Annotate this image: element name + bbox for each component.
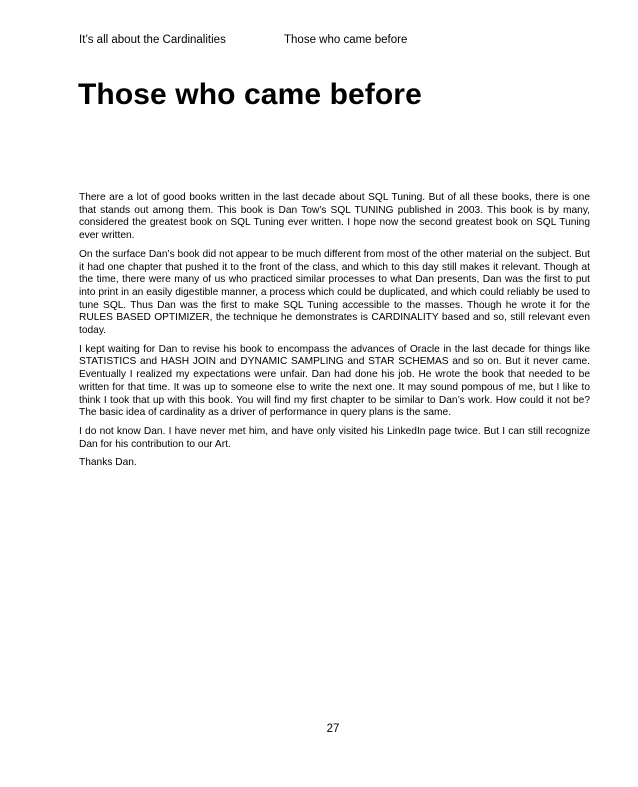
running-header-book-title: It’s all about the Cardinalities	[79, 34, 226, 46]
paragraph: I do not know Dan. I have never met him, and have only visited his LinkedIn page twice. But I can still recognize Dan for his contribution to our Art.	[79, 425, 590, 450]
chapter-title: Those who came before	[78, 78, 422, 111]
paragraph: There are a lot of good books written in the last decade about SQL Tuning. But of all these books, there is one that stands out among them. This book is Dan Tow’s SQL TUNING published in 2003. This book is by many, considered the greatest book on SQL Tuning ever written. I hope now the second greatest book on SQL Tuning ever written.	[79, 192, 590, 242]
page-number: 27	[326, 723, 340, 735]
chapter-body	[79, 192, 590, 476]
paragraph: I kept waiting for Dan to revise his book to encompass the advances of Oracle in the last decade for things like STATISTICS and HASH JOIN and DYNAMIC SAMPLING and STAR SCHEMAS and so on. But it never came. Eventually I realized my expectations were unfair. Dan had done his job. He wrote the book that needed to be written for that time. It was up to someone else to write the next one. It may sound pompous of me, but I like to think I took that up with this book. You will find my first chapter to be similar to Dan’s work. How could it not be? The basic idea of cardinality as a driver of performance in query plans is the same.	[79, 343, 590, 419]
paragraph: On the surface Dan’s book did not appear to be much different from most of the other material on the subject. But it had one chapter that pushed it to the front of the class, and which to this day still makes it relevant. Though at the time, there were many of us who practiced similar processes to what Dan presents, Dan was the first to put into print in an easily digestible manner, a process which could be duplicated, and which could reliably be used to tune SQL. Thus Dan was the first to make SQL Tuning accessible to the masses. Though he wrote it for the RULES BASED OPTIMIZER, the technique he demonstrates is CARDINALITY based and so, still relevant even today.	[79, 248, 590, 337]
paragraph: Thanks Dan.	[79, 457, 137, 469]
running-header-chapter-title: Those who came before	[284, 34, 408, 46]
